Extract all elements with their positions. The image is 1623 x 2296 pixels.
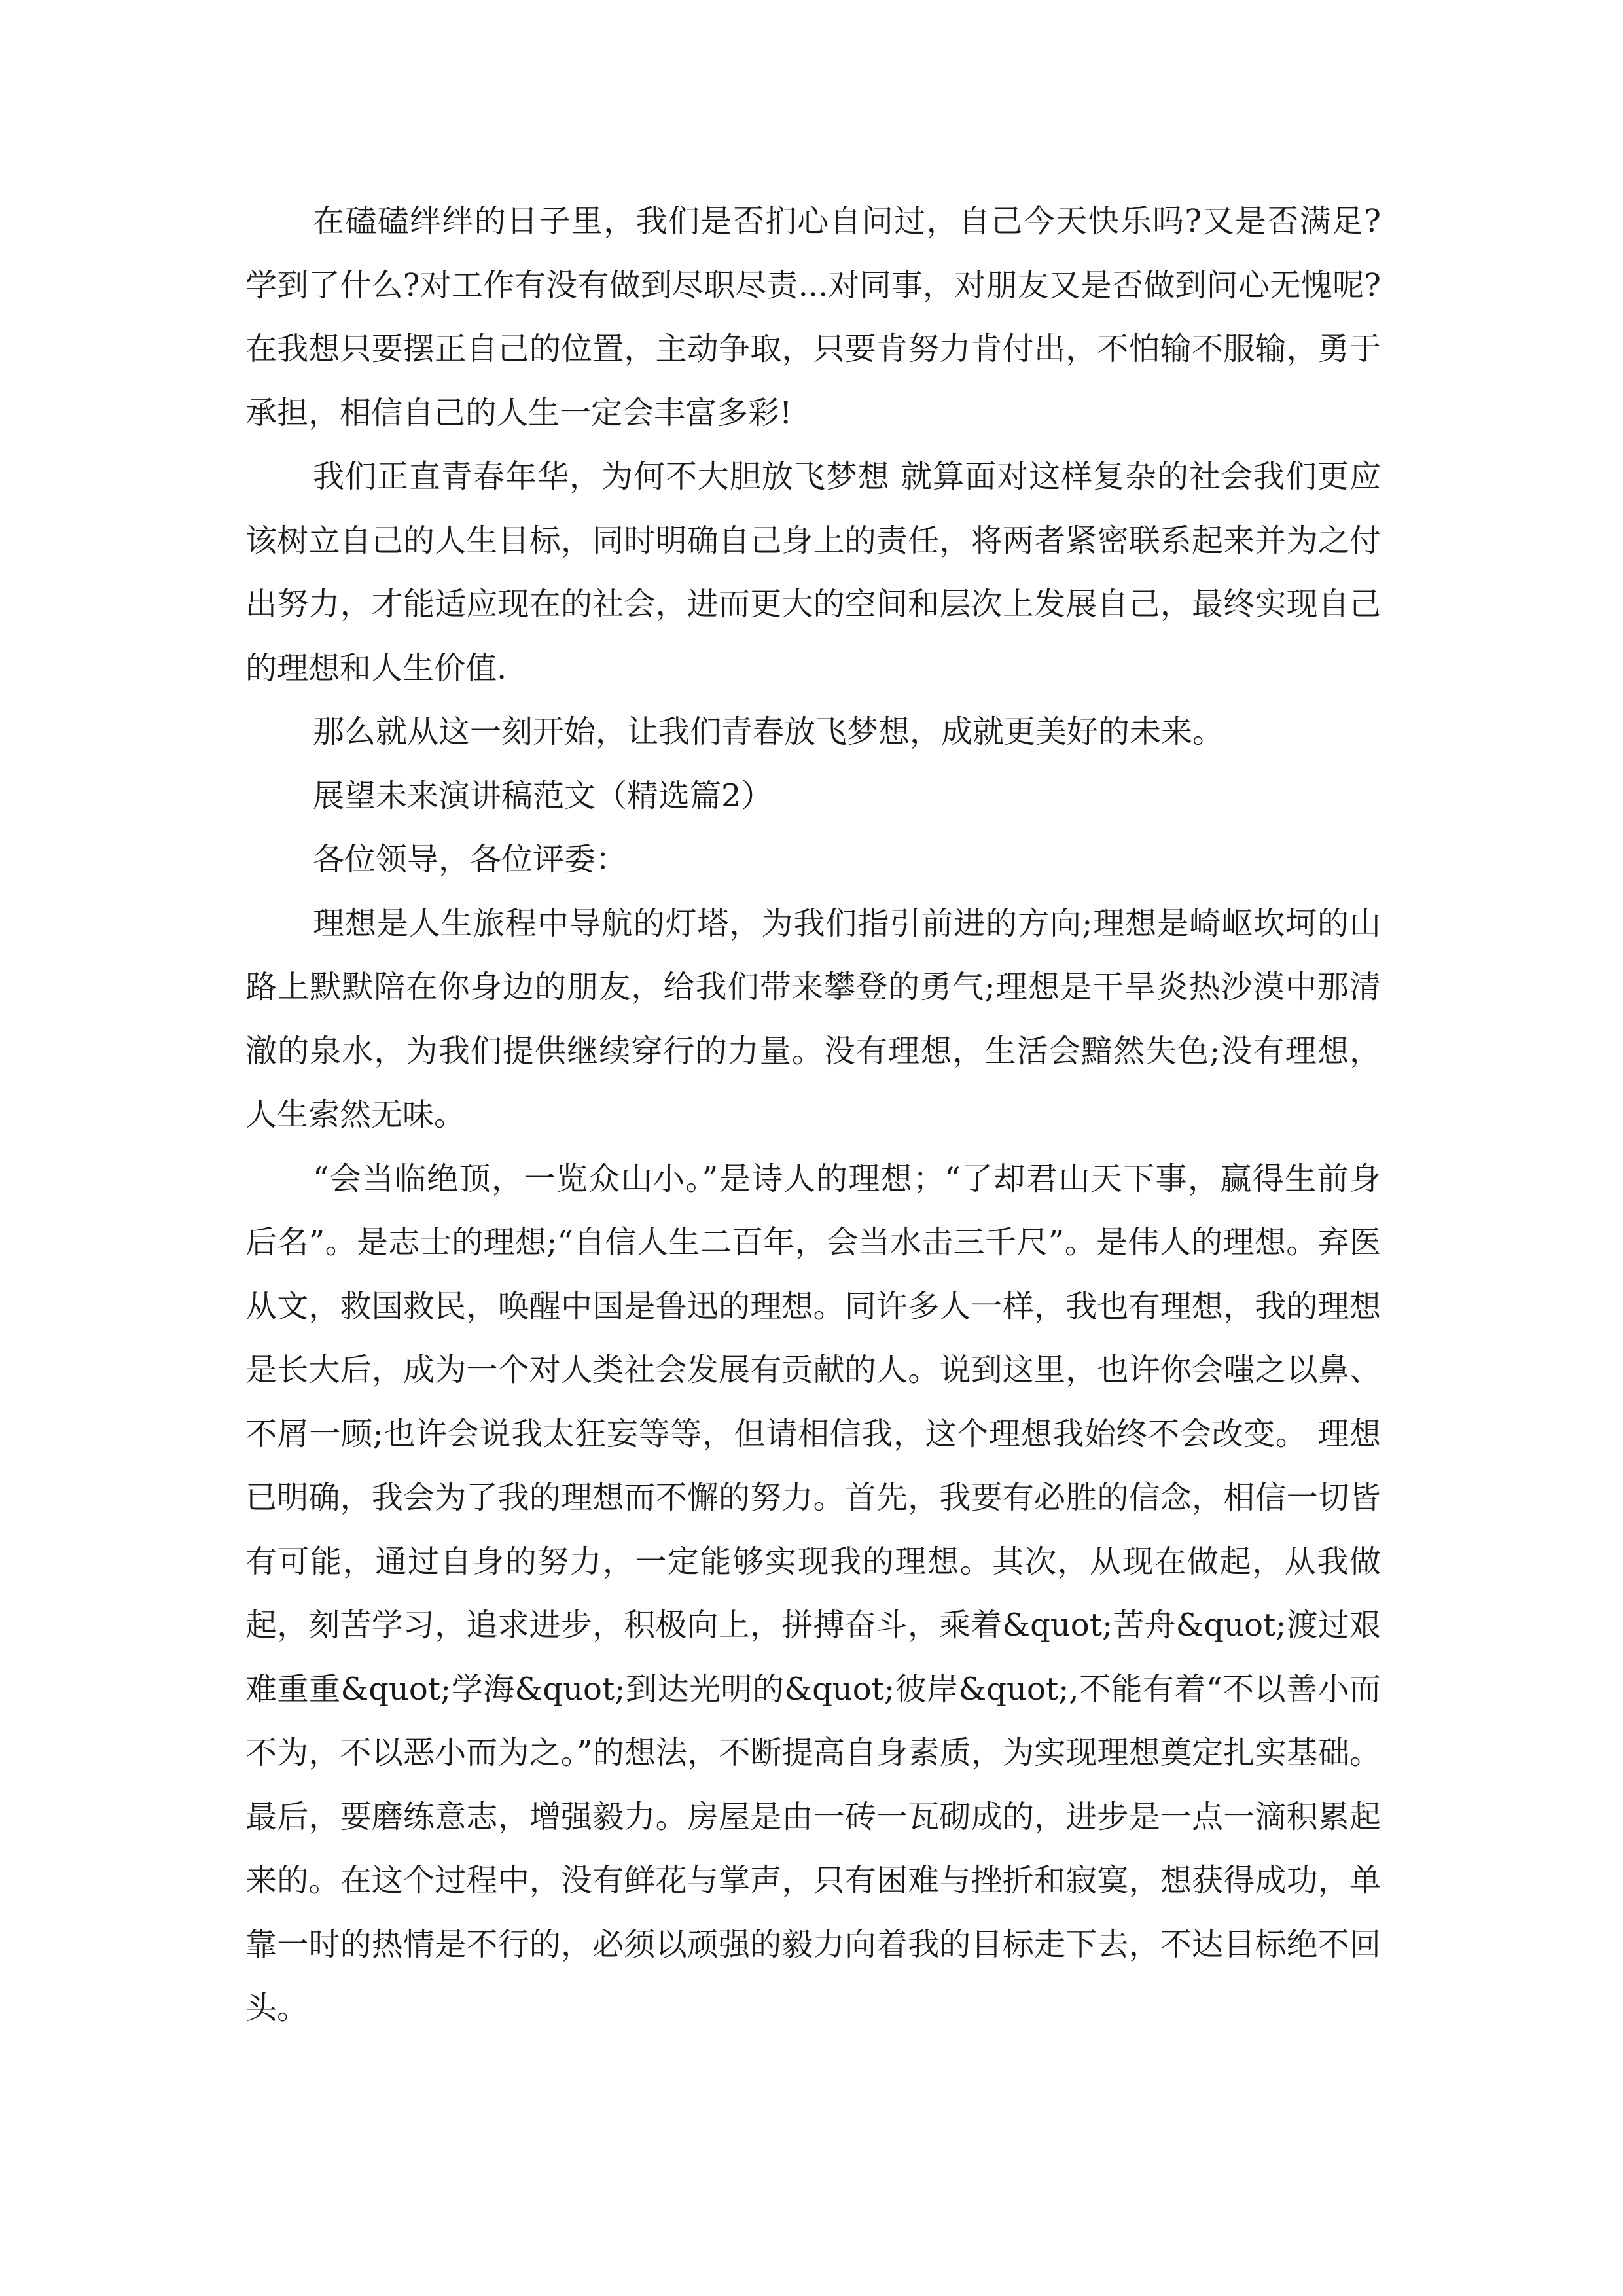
paragraph-reflection: 在磕磕绊绊的日子里，我们是否扪心自问过，自己今天快乐吗?又是否满足?学到了什么?对工作有没有做到尽职尽责...对同事，对朋友又是否做到问心无愧呢?在我想只要摆正自己的位置，主动争取，只要肯努力肯付出，不怕输不服输，勇于承担，相信自己的人生一定会丰富多彩! [245,203,1381,431]
salutation: 各位领导，各位评委： [313,841,628,878]
document-page [245,190,1381,2041]
section-title: 展望未来演讲稿范文（精选篇2） [313,777,773,814]
paragraph-closing: 那么就从这一刻开始，让我们青春放飞梦想，成就更美好的未来。 [313,713,1224,750]
paragraph-youth-dream: 我们正直青春年华，为何不大胆放飞梦想 就算面对这样复杂的社会我们更应该树立自己的人生目标，同时明确自己身上的责任，将两者紧密联系起来并为之付出努力，才能适应现在的社会，进而更大的空间和层次上发展自己，最终实现自己的理想和人生价值. [245,458,1381,687]
paragraph-ideal-quotes: “会当临绝顶，一览众山小。”是诗人的理想；“了却君山天下事，赢得生前身后名”。是志士的理想;“自信人生二百年，会当水击三千尺”。是伟人的理想。弃医从文，救国救民，唤醒中国是鲁迅的理想。同许多人一样，我也有理想，我的理想是长大后，成为一个对人类社会发展有贡献的人。说到这里，也许你会嗤之以鼻、不屑一顾;也许会说我太狂妄等等，但请相信我，这个理想我始终不会改变。 理想已明确，我会为了我的理想而不懈的努力。首先，我要有必胜的信念，相信一切皆有可能，通过自身的努力，一定能够实现我的理想。其次，从现在做起，从我做起，刻苦学习，追求进步，积极向上，拼搏奋斗，乘着&quot;苦舟&quot;渡过艰难重重&quot;学海&quot;到达光明的&quot;彼岸&quot;,不能有着“不以善小而不为，不以恶小而为之。”的想法，不断提高自身素质，为实现理想奠定扎实基础。最后，要磨练意志，增强毅力。房屋是由一砖一瓦砌成的，进步是一点一滴积累起来的。在这个过程中，没有鲜花与掌声，只有困难与挫折和寂寞，想获得成功，单靠一时的热情是不行的，必须以顽强的毅力向着我的目标走下去，不达目标绝不回头。 [245,1160,1381,2026]
paragraph-ideal-lighthouse: 理想是人生旅程中导航的灯塔，为我们指引前进的方向;理想是崎岖坎坷的山路上默默陪在你身边的朋友，给我们带来攀登的勇气;理想是干旱炎热沙漠中那清澈的泉水，为我们提供继续穿行的力量。没有理想，生活会黯然失色;没有理想，人生索然无味。 [245,905,1381,1133]
